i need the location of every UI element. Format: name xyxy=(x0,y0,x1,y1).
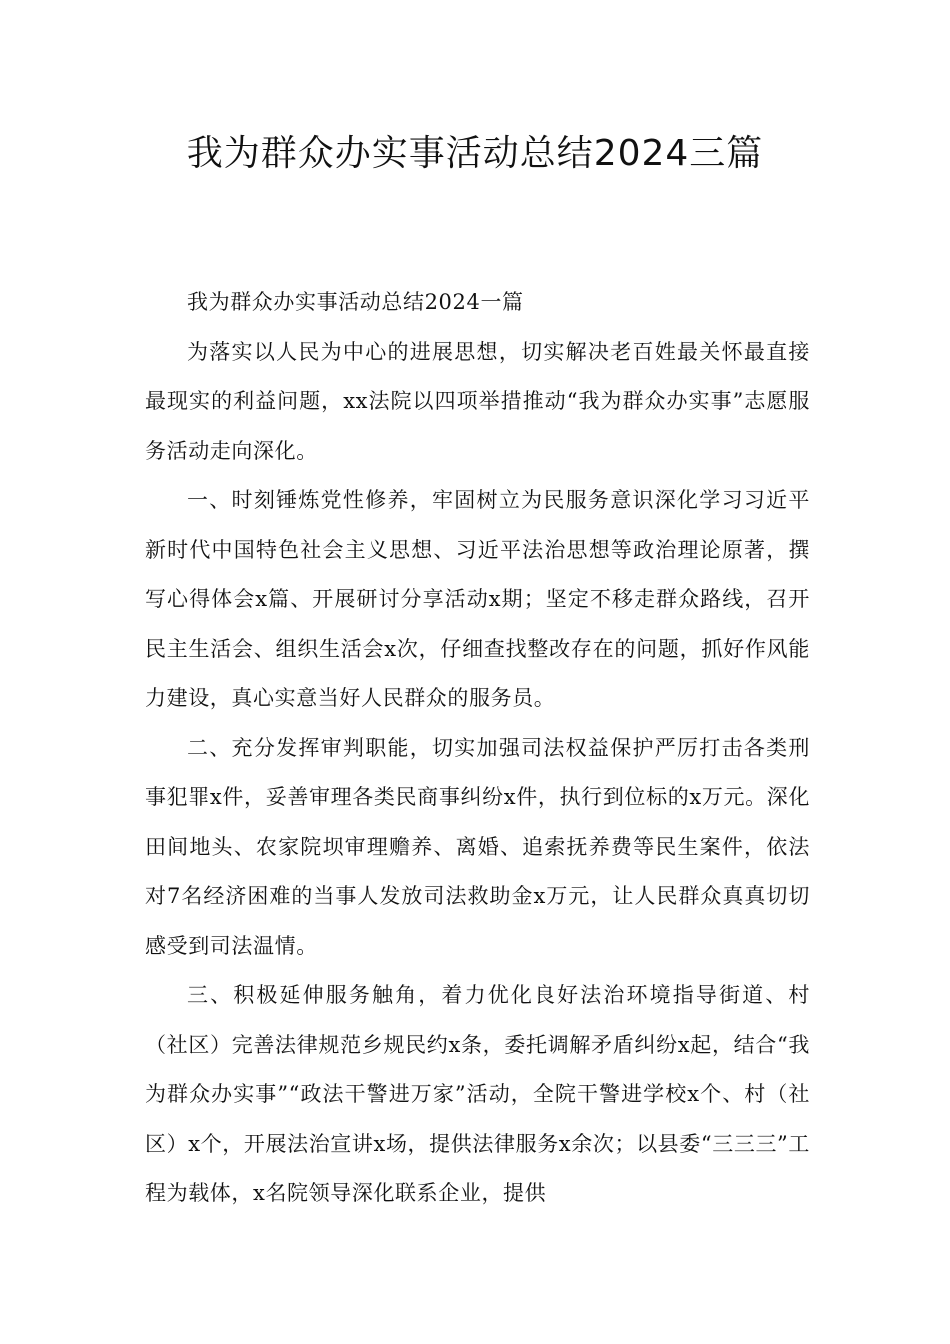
paragraph-point-three: 三、积极延伸服务触角，着力优化良好法治环境指导街道、村（社区）完善法律规范乡规民约x条，委托调解矛盾纠纷x起，结合“我为群众办实事”“政法干警进万家”活动，全院干警进学校x个、村（社区）x个，开展法治宣讲x场，提供法律服务x余次；以县委“三三三”工程为载体，x名院领导深化联系企业，提供 xyxy=(145,983,810,1205)
paragraph-intro: 为落实以人民为中心的进展思想，切实解决老百姓最关怀最直接最现实的利益问题，xx法院以四项举措推动“我为群众办实事”志愿服务活动走向深化。 xyxy=(145,339,810,463)
paragraph-point-two: 二、充分发挥审判职能，切实加强司法权益保护严厉打击各类刑事犯罪x件，妥善审理各类民商事纠纷x件，执行到位标的x万元。深化田间地头、农家院坝审理赡养、离婚、追索抚养费等民生案件，依法对7名经济困难的当事人发放司法救助金x万元，让人民群众真真切切感受到司法温情。 xyxy=(145,735,810,958)
section-heading: 我为群众办实事活动总结2024一篇 xyxy=(187,290,524,314)
document-title: 我为群众办实事活动总结2024三篇 xyxy=(186,133,764,174)
paragraph-point-one: 一、时刻锤炼党性修养，牢固树立为民服务意识深化学习习近平新时代中国特色社会主义思想、习近平法治思想等政治理论原著，撰写心得体会x篇、开展研讨分享活动x期；坚定不移走群众路线，召开民主生活会、组织生活会x次，仔细查找整改存在的问题，抓好作风能力建设，真心实意当好人民群众的服务员。 xyxy=(145,488,810,710)
document-body xyxy=(145,278,810,1219)
